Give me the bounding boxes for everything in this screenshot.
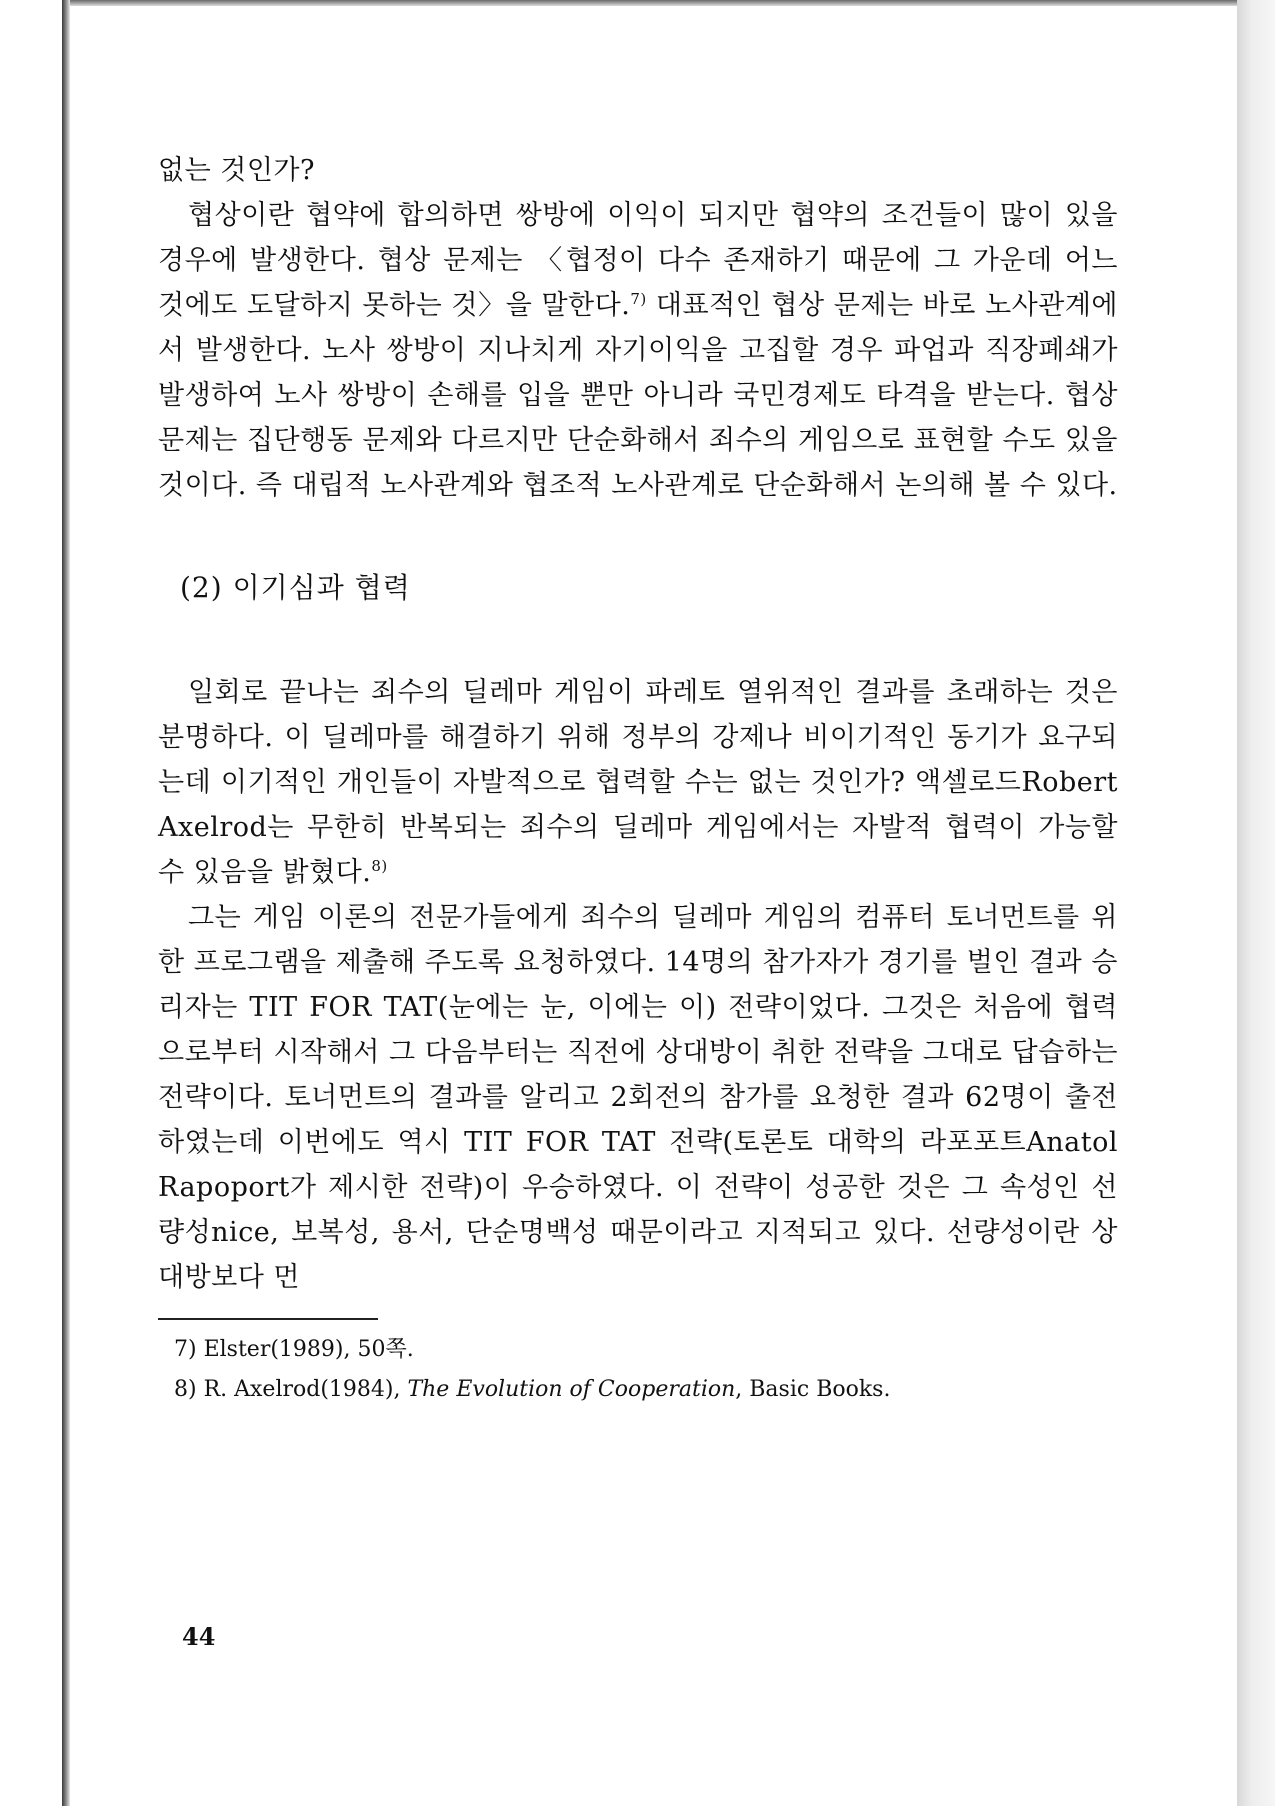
footnote-8-post: , Basic Books. (735, 1377, 891, 1402)
paragraph-4: 그는 게임 이론의 전문가들에게 죄수의 딜레마 게임의 컴퓨터 토너먼트를 위한 프로그램을 제출해 주도록 요청하였다. 14명의 참가자가 경기를 벌인 결과 승리자는 TIT FOR TAT(눈에는 눈, 이에는 이) 전략이었다. 그것은 처음에 협력으로부터 시작해서 그 다음부터는 직전에 상대방이 취한 전략을 그대로 답습하는 전략이다. 토너먼트의 결과를 알리고 2회전의 참가를 요청한 결과 62명이 출전하였는데 이번에도 역시 TIT FOR TAT 전략(토론토 대학의 라포포트Anatol Rapoport가 제시한 전략)이 우승하였다. 이 전략이 성공한 것은 그 속성인 선량성nice, 보복성, 용서, 단순명백성 때문이라고 지적되고 있다. 선량성이란 상대방보다 먼 (158, 902, 1118, 1293)
page-right-edge (1237, 0, 1275, 1806)
paragraph-2 (158, 193, 1118, 508)
page-left-edge (62, 0, 70, 1806)
section-heading: (2) 이기심과 협력 (180, 571, 411, 604)
paragraph-1: 없는 것인가? (158, 155, 315, 186)
footnote-8-pre: 8) R. Axelrod(1984), (174, 1377, 408, 1402)
page-number: 44 (182, 1622, 216, 1651)
paragraph-3 (158, 670, 1118, 895)
paragraph-2-text-b: 대표적인 협상 문제는 바로 노사관계에서 발생한다. 노사 쌍방이 지나치게 자기이익을 고집할 경우 파업과 직장폐쇄가 발생하여 노사 쌍방이 손해를 입을 뿐만 아니라 국민경제도 타격을 받는다. 협상 문제는 집단행동 문제와 다르지만 단순화해서 죄수의 게임으로 표현할 수도 있을 것이다. 즉 대립적 노사관계와 협조적 노사관계로 단순화해서 논의해 볼 수 있다. (158, 290, 1118, 501)
paragraph-2-text-a: 협상이란 협약에 합의하면 쌍방에 이익이 되지만 협약의 조건들이 많이 있을 경우에 발생한다. 협상 문제는 〈협정이 다수 존재하기 때문에 그 가운데 어느 것에도 도달하지 못하는 것〉을 말한다. (158, 200, 1118, 321)
paragraph-3-text: 일회로 끝나는 죄수의 딜레마 게임이 파레토 열위적인 결과를 초래하는 것은 분명하다. 이 딜레마를 해결하기 위해 정부의 강제나 비이기적인 동기가 요구되는데 이기적인 개인들이 자발적으로 협력할 수는 없는 것인가? 액셀로드Robert Axelrod는 무한히 반복되는 죄수의 딜레마 게임에서는 자발적 협력이 가능할 수 있음을 밝혔다. (158, 677, 1118, 888)
page-content (158, 148, 1118, 1410)
footnote-7: 7) Elster(1989), 50쪽. (174, 1337, 414, 1362)
footnote-ref-8: 8) (371, 857, 388, 875)
footnote-ref-7: 7) (630, 290, 647, 308)
footnote-8-title: The Evolution of Cooperation (407, 1377, 736, 1402)
footnote-rule (158, 1318, 378, 1320)
footnote-8 (158, 1370, 1118, 1410)
